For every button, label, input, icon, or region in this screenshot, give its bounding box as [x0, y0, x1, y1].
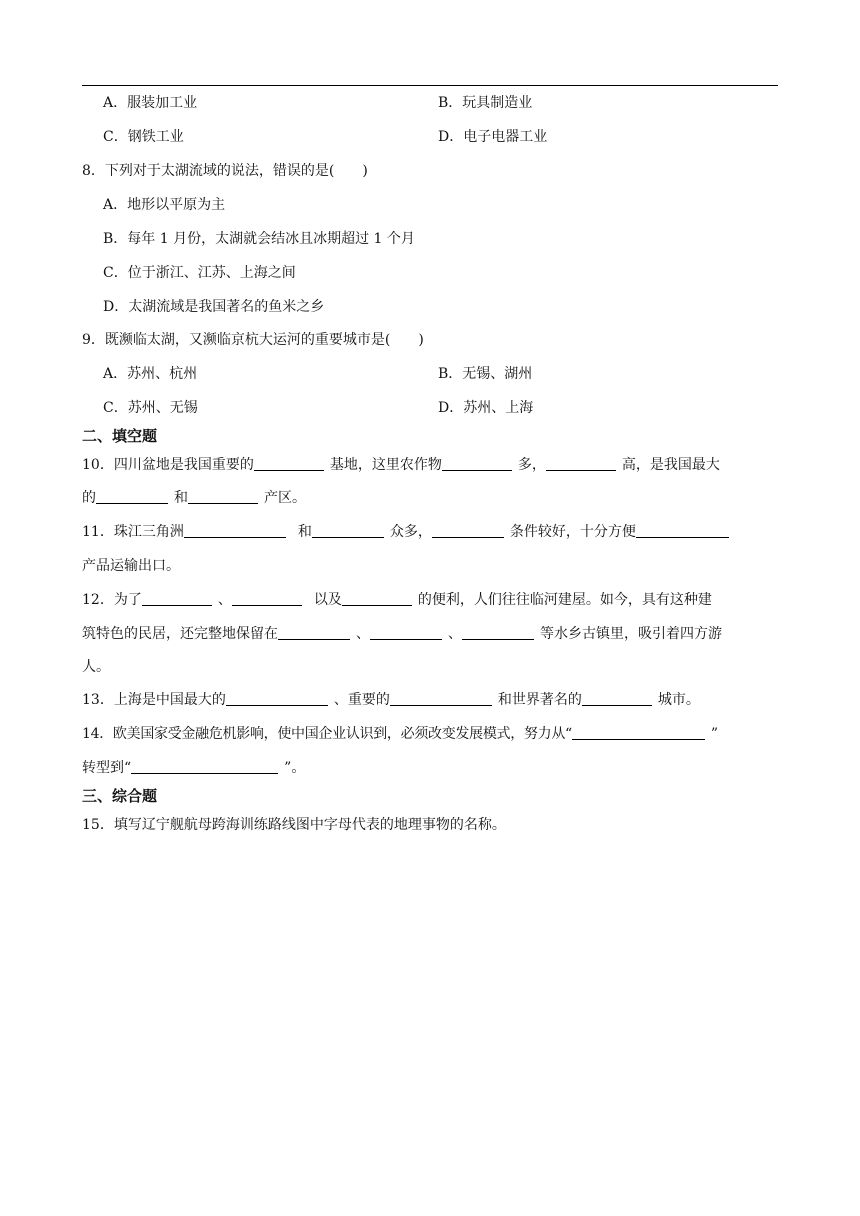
q12-text-5: 筑特色的民居，还完整地保留在	[82, 626, 278, 642]
q12-line3: 人。	[82, 659, 110, 675]
answer-blank[interactable]	[442, 456, 512, 471]
q8-option-a: A．地形以平原为主	[103, 197, 226, 213]
q12-text-4: 的便利，人们往往临河建屋。如今，具有这种建	[417, 592, 712, 608]
answer-blank[interactable]	[131, 759, 278, 774]
answer-blank[interactable]	[226, 691, 328, 706]
answer-blank[interactable]	[370, 625, 442, 640]
q12-text-8: 等水乡古镇里，吸引着四方游	[540, 626, 722, 642]
q13-text-2: 、重要的	[333, 692, 390, 708]
answer-blank[interactable]	[142, 591, 212, 606]
answer-blank[interactable]	[232, 591, 302, 606]
q8-option-d: D．太湖流域是我国著名的鱼米之乡	[103, 299, 325, 315]
answer-blank[interactable]	[312, 523, 384, 538]
q14-text-1: 14．欧美国家受金融危机影响，使中国企业认识到，必须改变发展模式，努力从“	[82, 726, 572, 742]
answer-blank[interactable]	[184, 523, 286, 538]
q10-line1	[82, 455, 720, 475]
answer-blank[interactable]	[96, 489, 168, 504]
q11-text-2: 和	[297, 524, 312, 540]
q7-option-c: C．钢铁工业	[103, 129, 184, 145]
q13-text-1: 13．上海是中国最大的	[82, 692, 226, 708]
q11-line2: 产品运输出口。	[82, 558, 180, 574]
q9-option-b: B．无锡、湖州	[438, 366, 533, 382]
q14-text-2: ”	[710, 726, 718, 742]
q7-option-a: A．服装加工业	[103, 95, 198, 111]
q13-text-4: 城市。	[657, 692, 700, 708]
q14-text-4: ”。	[284, 760, 306, 776]
answer-blank[interactable]	[582, 691, 652, 706]
q9-option-d: D．苏州、上海	[438, 400, 534, 416]
q14-line2	[82, 758, 305, 778]
q7-option-b: B．玩具制造业	[438, 95, 533, 111]
answer-blank[interactable]	[254, 456, 324, 471]
answer-blank[interactable]	[572, 725, 705, 740]
header-rule	[82, 85, 778, 86]
q8-stem: 8．下列对于太湖流域的说法，错误的是( )	[82, 163, 368, 179]
q13-line	[82, 690, 700, 710]
q10-text-4: 高，是我国最大	[621, 457, 720, 473]
answer-blank[interactable]	[278, 625, 350, 640]
q12-text-2: 、	[217, 592, 232, 608]
q9-option-a: A．苏州、杭州	[103, 366, 198, 382]
q10-line2	[82, 488, 306, 508]
q10-text-3: 多，	[517, 457, 546, 473]
q11-text-4: 条件较好，十分方便	[509, 524, 636, 540]
answer-blank[interactable]	[546, 456, 616, 471]
answer-blank[interactable]	[342, 591, 412, 606]
q8-option-c: C．位于浙江、江苏、上海之间	[103, 265, 296, 281]
q7-option-d: D．电子电器工业	[438, 129, 548, 145]
answer-blank[interactable]	[636, 523, 729, 538]
q12-text-7: 、	[448, 626, 462, 642]
q12-text-1: 12．为了	[82, 592, 142, 608]
q9-option-c: C．苏州、无锡	[103, 400, 198, 416]
q10-text-7: 产区。	[264, 490, 306, 506]
q10-text-1: 10．四川盆地是我国重要的	[82, 457, 254, 473]
q9-stem: 9．既濒临太湖，又濒临京杭大运河的重要城市是( )	[82, 332, 424, 348]
q14-text-3: 转型到“	[82, 760, 132, 776]
q11-line1	[82, 522, 729, 542]
answer-blank[interactable]	[188, 489, 258, 504]
q10-text-2: 基地，这里农作物	[329, 457, 442, 473]
q8-option-b: B．每年 1 月份，太湖就会结冰且冰期超过 1 个月	[103, 231, 415, 247]
section-heading-comprehensive: 三、综合题	[82, 787, 158, 805]
q12-line1	[82, 590, 712, 610]
q12-text-6: 、	[356, 626, 370, 642]
q14-line1	[82, 724, 718, 744]
q15-stem: 15．填写辽宁舰航母跨海训练路线图中字母代表的地理事物的名称。	[82, 817, 506, 833]
section-heading-fill-in: 二、填空题	[82, 427, 158, 445]
answer-blank[interactable]	[462, 625, 534, 640]
q10-text-5: 的	[82, 490, 96, 506]
q10-text-6: 和	[174, 490, 188, 506]
q11-text-3: 众多，	[389, 524, 432, 540]
answer-blank[interactable]	[432, 523, 504, 538]
q13-text-3: 和世界著名的	[497, 692, 582, 708]
answer-blank[interactable]	[390, 691, 492, 706]
q12-line2	[82, 624, 722, 644]
q12-text-3: 以及	[313, 592, 342, 608]
q11-text-1: 11．珠江三角洲	[82, 524, 184, 540]
